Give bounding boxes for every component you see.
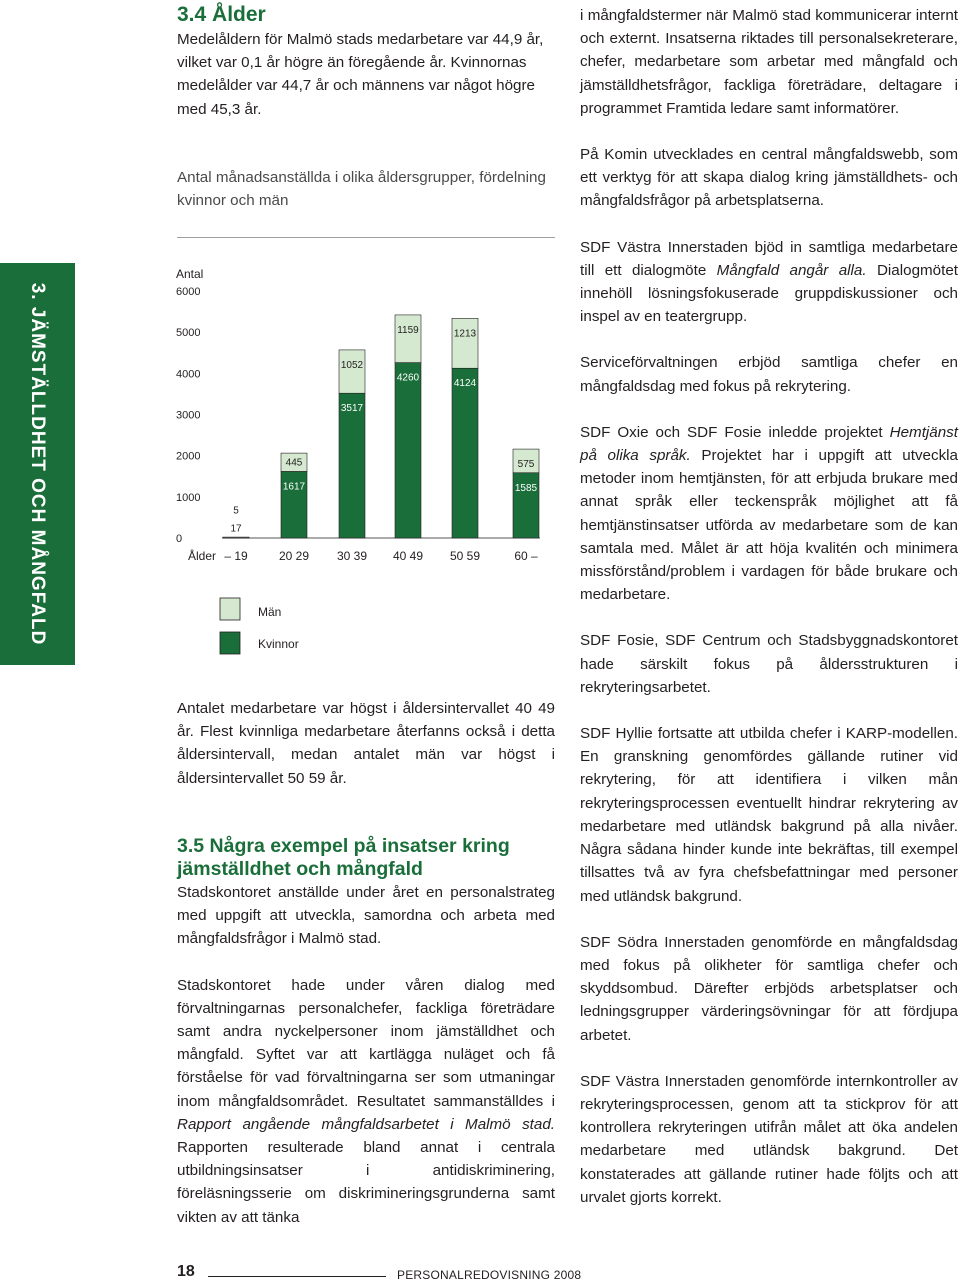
bar-men xyxy=(452,318,478,368)
section-3-4-text xyxy=(177,28,555,121)
y-tick-label: 0 xyxy=(176,533,183,545)
chart-summary-paragraph: Antalet medarbetare var högst i åldersintervallet 40 49 år. Flest kvinnliga medarbetare återfanns också i detta åldersintervall, medan antalet män var högst i åldersintervallet 50 59 år. xyxy=(177,700,555,787)
bar-label-men: 575 xyxy=(517,458,535,470)
paragraph-sodra: SDF Södra Innerstaden genomförde en mångfaldsdag med fokus på olikheter för samtliga chefer och skyddsombud. Därefter erbjöds arbetsplatser och ledningsgrupper värderingsövningar för att fördjupa arbetet. xyxy=(580,933,958,1044)
bar-label-men: 1159 xyxy=(397,324,419,336)
divider-rule xyxy=(177,237,555,238)
bars-group xyxy=(223,315,539,538)
x-axis-title: Ålder xyxy=(188,549,217,563)
section-heading-3-4: 3.4 Ålder xyxy=(177,3,266,26)
paragraph-continuation: i mångfaldstermer när Malmö stad kommunicerar internt och externt. Insatserna riktades till personalsekreterare, chefer, medarbetare som arbetar med mångfald och jämställdhetsfrågor, fackliga företrädare, deltagare i programmet Framtida ledare samt informatörer. xyxy=(580,7,958,117)
bar-label-women: 1617 xyxy=(282,481,306,493)
bar-label-men: 1213 xyxy=(453,328,477,340)
paragraph-service: Serviceförvaltningen erbjöd samtliga chefer en mångfaldsdag med fokus på rekrytering. xyxy=(580,354,958,395)
chart-caption: Antal månadsanställda i olika åldersgrupper, fördelning kvinnor och män xyxy=(177,169,546,209)
vastra-text-b: Dialogmötet innehöll lösningsfokuserade gruppdiskussioner och inspel av en teatergrupp. xyxy=(580,261,959,326)
bar-women xyxy=(395,363,421,538)
x-axis-ticks xyxy=(224,549,538,563)
legend-men-label: Män xyxy=(258,605,282,619)
y-tick-label: 1000 xyxy=(176,491,201,504)
dialogue-text-a: Stadskontoret hade under våren dialog med förvaltningarnas personalchefer, fackliga företrädare samt andra nyckelpersoner inom jämställdhet och mångfald. Syftet var att kartlägga nuläget och få förståelse för vad förvaltningarna ser som utmaningar inom mångfaldsområdet. Resultatet sammanställdes i xyxy=(177,976,555,1110)
x-tick-label: 60 – xyxy=(514,549,538,563)
report-title: Rapport angående mångfaldsarbetet i Malmö stad. xyxy=(177,1115,555,1133)
oxie-text-a: SDF Oxie och SDF Fosie inledde projektet xyxy=(580,423,890,441)
y-tick-label: 5000 xyxy=(176,327,201,340)
bar-label-women: 17 xyxy=(230,523,242,535)
paragraph-dialogue xyxy=(177,974,555,1229)
bar-women xyxy=(452,368,478,538)
dialogue-text-b: Rapporten resulterade bland annat i centrala utbildningsinsatser i antidiskriminering, föreläsningsserie om diskrimineringsgrunderna samt vikten av att tänka xyxy=(177,1139,555,1226)
paragraph-oxie-fosie xyxy=(580,421,958,607)
x-tick-label: – 19 xyxy=(224,549,248,563)
x-tick-label: 50 59 xyxy=(449,549,481,563)
x-tick-label: 30 39 xyxy=(336,549,368,563)
bar-label-men: 1052 xyxy=(340,359,364,371)
bar-label-women: 1585 xyxy=(514,482,538,494)
sidebar-label: 3. JÄMSTÄLLDHET OCH MÅNGFALD xyxy=(27,282,48,646)
bar-label-women: 3517 xyxy=(340,403,364,415)
legend-women-label: Kvinnor xyxy=(258,637,299,651)
paragraph-fosie-centrum: SDF Fosie, SDF Centrum och Stadsbyggnadskontoret hade särskilt fokus på åldersstrukturen i rekryteringsarbetet. xyxy=(580,632,958,696)
paragraph-strategist: Stadskontoret anställde under året en personalstrateg med uppgift att utveckla, samordna och arbeta med mångfaldsfrågor i Malmö stad. xyxy=(177,884,555,948)
paragraph-hyllie: SDF Hyllie fortsatte att utbilda chefer i KARP-modellen. En granskning genomfördes gällande rutiner vid rekrytering, för att identifiera i vilken mån rekryteringsprocessen eventuellt hindrar rekrytering av medarbetare med utländsk bakgrund på alla nivåer. Några sådana hinder kunde inte bekräftas, till exempel tillsattes två av fyra chefsbefattningar med personer med utländsk bakgrund. xyxy=(580,725,958,905)
y-tick-label: 3000 xyxy=(176,409,201,422)
y-tick-label: 6000 xyxy=(176,286,201,298)
chart-summary xyxy=(177,697,555,790)
bar-women xyxy=(339,393,365,538)
right-column xyxy=(580,4,958,1209)
intro-paragraph: Medelåldern för Malmö stads medarbetare var 44,9 år, vilket var 0,1 år högre än föregående år. Kvinnornas medelålder var 44,7 år och männens var något högre med 45,3 år. xyxy=(177,31,544,118)
bar-label-women: 4260 xyxy=(396,372,420,384)
project-title: Hemtjänst på olika språk. xyxy=(580,423,958,465)
footer-title: PERSONALREDOVISNING 2008 xyxy=(397,1268,582,1282)
vastra-text-a: SDF Västra Innerstaden bjöd in samtliga medarbetare till ett dialogmöte xyxy=(580,238,958,279)
section-heading-3-5: 3.5 Några exempel på insatser kring jämställdhet och mångfald xyxy=(177,835,510,880)
paragraph-vastra-dialog xyxy=(580,236,958,329)
page-number: 18 xyxy=(177,1263,195,1280)
y-tick-label: 4000 xyxy=(176,368,201,381)
x-tick-label: 20 29 xyxy=(278,549,310,563)
x-tick-label: 40 49 xyxy=(392,549,424,563)
oxie-text-b: Projektet har i uppgift att utveckla metoder inom hemtjänsten, för att erbjuda brukare med annat språk eller teckenspråk möjlighet att få hemtjänstinsatser utförda av medarbetare som de kan samtala med. Målet är att höja kvalitén och minimera missförstånd/problem i vardagen för både brukare och medarbetare. xyxy=(580,447,958,604)
section-3-5-text xyxy=(177,881,555,1229)
y-tick-label: 2000 xyxy=(176,450,201,463)
legend-men-swatch xyxy=(220,598,240,620)
bar-label-women: 4124 xyxy=(453,378,477,390)
bar-men xyxy=(223,537,249,538)
y-axis-ticks xyxy=(176,286,200,545)
y-axis-title: Antal xyxy=(176,267,204,281)
paragraph-vastra-internal: SDF Västra Innerstaden genomförde internkontroller av rekryteringsprocessen, genom att ta stickprov för att kontrollera rekryteringen utifrån målet att öka andelen medarbetare med utländsk bakgrund. Det konstaterades att gällande rutiner hade följts och att urvalet gjorts korrekt. xyxy=(580,1072,958,1206)
bar-men xyxy=(339,350,365,393)
vastra-event-title: Mångfald angår alla. xyxy=(716,261,867,279)
paragraph-komin: På Komin utvecklades en central mångfaldswebb, som ett verktyg för att skapa dialog kring jämställdhets- och mångfaldsfrågor på arbetsplatserna. xyxy=(580,146,958,210)
bar-label-men: 5 xyxy=(233,505,239,517)
age-distribution-chart xyxy=(170,260,560,660)
bar-label-men: 445 xyxy=(285,457,303,469)
legend-women-swatch xyxy=(220,632,240,654)
footer-rule xyxy=(208,1276,386,1277)
bar-men xyxy=(395,315,421,363)
